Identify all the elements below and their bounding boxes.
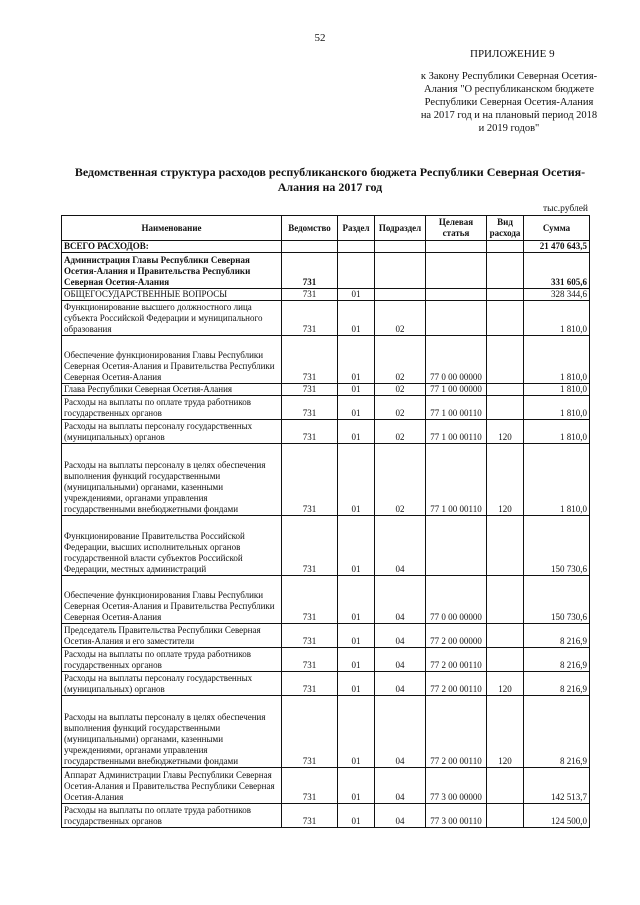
cell-name: Расходы на выплаты по оплате труда работников государственных органов [62,396,282,420]
cell-name: Обеспечение функционирования Главы Республики Северная Осетия-Алания и Правительства Республики Северная Осетия-Алания [62,576,282,624]
cell-summa: 124 500,0 [524,804,590,828]
cell-vedomstvo: 731 [282,336,338,384]
cell-name: Обеспечение функционирования Главы Республики Северная Осетия-Алания и Правительства Республики Северная Осетия-Алания [62,336,282,384]
cell-vid-raskhoda [487,804,524,828]
cell-summa: 142 513,7 [524,768,590,804]
cell-vid-raskhoda: 120 [487,696,524,768]
cell-name: Функционирование Правительства Российской Федерации, высших исполнительных органов государственной власти субъектов Российской Федерации, местных администраций [62,516,282,576]
cell-tselevaya-statya: 77 2 00 00110 [426,648,487,672]
cell-vid-raskhoda: 120 [487,444,524,516]
cell-vedomstvo: 731 [282,301,338,336]
cell-podrazdel: 04 [375,696,426,768]
header-vedomstvo: Ведомство [282,216,338,241]
table-row [62,576,590,624]
header-summa: Сумма [524,216,590,241]
cell-tselevaya-statya [426,241,487,253]
cell-tselevaya-statya: 77 0 00 00000 [426,576,487,624]
cell-name: Администрация Главы Республики Северная Осетия-Алания и Правительства Республики Северная Осетия-Алания [62,253,282,289]
cell-vid-raskhoda [487,336,524,384]
cell-tselevaya-statya: 77 1 00 00110 [426,420,487,444]
cell-summa: 8 216,9 [524,648,590,672]
table-row [62,241,590,253]
cell-vid-raskhoda [487,624,524,648]
cell-vedomstvo: 731 [282,516,338,576]
cell-razdel: 01 [338,336,375,384]
cell-tselevaya-statya: 77 2 00 00110 [426,672,487,696]
cell-podrazdel: 04 [375,516,426,576]
cell-razdel: 01 [338,624,375,648]
cell-razdel: 01 [338,301,375,336]
cell-podrazdel: 02 [375,420,426,444]
cell-podrazdel: 04 [375,576,426,624]
cell-tselevaya-statya: 77 1 00 00000 [426,384,487,396]
table-row [62,804,590,828]
cell-name: Функционирование высшего должностного лица субъекта Российской Федерации и муниципального образования [62,301,282,336]
cell-razdel: 01 [338,672,375,696]
cell-vedomstvo: 731 [282,768,338,804]
page-number: 52 [314,32,326,44]
table-row [62,384,590,396]
cell-razdel: 01 [338,648,375,672]
table-row [62,624,590,648]
cell-vid-raskhoda [487,384,524,396]
cell-name: Расходы на выплаты персоналу государственных (муниципальных) органов [62,672,282,696]
cell-vedomstvo: 731 [282,648,338,672]
cell-vid-raskhoda [487,289,524,301]
cell-name: Расходы на выплаты по оплате труда работников государственных органов [62,648,282,672]
cell-podrazdel: 02 [375,301,426,336]
appendix-title: ПРИЛОЖЕНИЕ 9 [470,48,555,60]
cell-razdel: 01 [338,396,375,420]
cell-vedomstvo [282,241,338,253]
table-row [62,336,590,384]
cell-vid-raskhoda [487,241,524,253]
header-vid-raskhoda: Вид расхода [487,216,524,241]
cell-vid-raskhoda [487,768,524,804]
cell-podrazdel: 04 [375,648,426,672]
cell-tselevaya-statya [426,516,487,576]
table-row [62,696,590,768]
cell-podrazdel: 02 [375,396,426,420]
expense-table [61,215,590,828]
cell-summa: 1 810,0 [524,420,590,444]
cell-name: Расходы на выплаты по оплате труда работников государственных органов [62,804,282,828]
cell-tselevaya-statya: 77 1 00 00110 [426,396,487,420]
cell-summa: 8 216,9 [524,672,590,696]
cell-vedomstvo: 731 [282,444,338,516]
cell-vid-raskhoda [487,516,524,576]
document-title: Ведомственная структура расходов республиканского бюджета Республики Северная Осетия-Алания на 2017 год [74,165,586,194]
cell-podrazdel: 04 [375,624,426,648]
header-tselevaya-statya: Целевая статья [426,216,487,241]
table-row [62,516,590,576]
cell-vedomstvo: 731 [282,253,338,289]
cell-tselevaya-statya [426,253,487,289]
cell-name: Глава Республики Северная Осетия-Алания [62,384,282,396]
cell-summa: 1 810,0 [524,336,590,384]
header-name: Наименование [62,216,282,241]
cell-razdel: 01 [338,696,375,768]
cell-vid-raskhoda: 120 [487,420,524,444]
cell-razdel: 01 [338,289,375,301]
cell-podrazdel: 02 [375,336,426,384]
cell-podrazdel [375,253,426,289]
cell-podrazdel: 02 [375,384,426,396]
cell-name: Аппарат Администрации Главы Республики Северная Осетия-Алания и Правительства Республики Северная Осетия-Алания [62,768,282,804]
table-header-row [62,216,590,241]
cell-razdel: 01 [338,444,375,516]
cell-vedomstvo: 731 [282,576,338,624]
cell-vedomstvo: 731 [282,672,338,696]
cell-vid-raskhoda [487,253,524,289]
cell-vedomstvo: 731 [282,289,338,301]
cell-name: Расходы на выплаты персоналу в целях обеспечения выполнения функций государственными (муниципальными) органами, казенными учреждениями, органами управления государственными внебюджетными фондами [62,696,282,768]
table-row [62,444,590,516]
cell-vedomstvo: 731 [282,420,338,444]
cell-tselevaya-statya: 77 1 00 00110 [426,444,487,516]
table-row [62,648,590,672]
cell-tselevaya-statya [426,301,487,336]
cell-vid-raskhoda: 120 [487,672,524,696]
cell-razdel: 01 [338,384,375,396]
cell-summa: 150 730,6 [524,516,590,576]
cell-vedomstvo: 731 [282,696,338,768]
cell-tselevaya-statya [426,289,487,301]
cell-summa: 150 730,6 [524,576,590,624]
cell-vid-raskhoda [487,301,524,336]
cell-summa: 1 810,0 [524,396,590,420]
header-razdel: Раздел [338,216,375,241]
table-row [62,289,590,301]
cell-vid-raskhoda [487,576,524,624]
cell-razdel: 01 [338,576,375,624]
cell-podrazdel [375,289,426,301]
cell-podrazdel: 04 [375,672,426,696]
cell-razdel [338,241,375,253]
cell-name: ВСЕГО РАСХОДОВ: [62,241,282,253]
cell-razdel: 01 [338,420,375,444]
cell-razdel: 01 [338,768,375,804]
cell-razdel: 01 [338,516,375,576]
cell-tselevaya-statya: 77 3 00 00110 [426,804,487,828]
cell-podrazdel: 04 [375,768,426,804]
cell-razdel: 01 [338,804,375,828]
table-row [62,253,590,289]
table-row [62,768,590,804]
cell-vedomstvo: 731 [282,396,338,420]
table-body [62,241,590,828]
cell-summa: 328 344,6 [524,289,590,301]
cell-vedomstvo: 731 [282,804,338,828]
cell-summa: 21 470 643,5 [524,241,590,253]
cell-name: ОБЩЕГОСУДАРСТВЕННЫЕ ВОПРОСЫ [62,289,282,301]
cell-name: Расходы на выплаты персоналу государственных (муниципальных) органов [62,420,282,444]
cell-podrazdel [375,241,426,253]
cell-tselevaya-statya: 77 2 00 00110 [426,696,487,768]
cell-vid-raskhoda [487,648,524,672]
cell-razdel [338,253,375,289]
table-row [62,420,590,444]
cell-summa: 1 810,0 [524,444,590,516]
cell-tselevaya-statya: 77 0 00 00000 [426,336,487,384]
cell-name: Председатель Правительства Республики Северная Осетия-Алания и его заместители [62,624,282,648]
cell-tselevaya-statya: 77 3 00 00000 [426,768,487,804]
cell-summa: 1 810,0 [524,384,590,396]
cell-summa: 8 216,9 [524,696,590,768]
cell-podrazdel: 02 [375,444,426,516]
header-podrazdel: Подраздел [375,216,426,241]
cell-vedomstvo: 731 [282,384,338,396]
table-row [62,396,590,420]
cell-tselevaya-statya: 77 2 00 00000 [426,624,487,648]
table-row [62,301,590,336]
cell-vid-raskhoda [487,396,524,420]
cell-summa: 331 605,6 [524,253,590,289]
cell-summa: 8 216,9 [524,624,590,648]
cell-podrazdel: 04 [375,804,426,828]
cell-summa: 1 810,0 [524,301,590,336]
appendix-text: к Закону Республики Северная Осетия-Алания "О республиканском бюджете Республики Северная Осетия-Алания на 2017 год и на плановый период 2018 и 2019 годов" [420,71,598,134]
table-row [62,672,590,696]
cell-name: Расходы на выплаты персоналу в целях обеспечения выполнения функций государственными (муниципальными) органами, казенными учреждениями, органами управления государственными внебюджетными фондами [62,444,282,516]
cell-vedomstvo: 731 [282,624,338,648]
units-label: тыс.рублей [542,204,588,214]
